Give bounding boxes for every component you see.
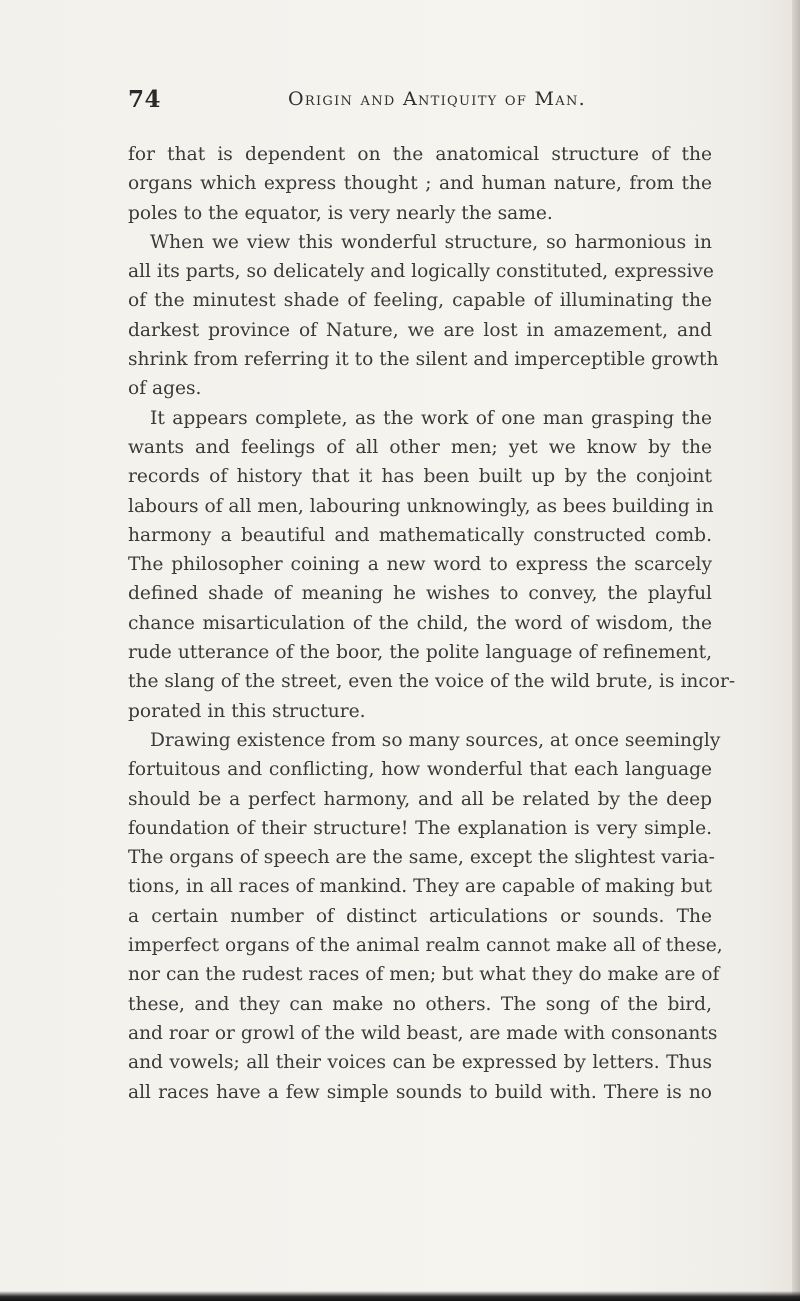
text-line: poles to the equator, is very nearly the same. (128, 202, 553, 224)
text-line: should be a perfect harmony, and all be related by the deep (128, 788, 712, 810)
text-line: tions, in all races of mankind. They are capable of making but (128, 876, 713, 898)
text-line: of ages. (128, 378, 202, 400)
text-line: The organs of speech are the same, except the slightest varia- (128, 847, 715, 869)
page-edge (792, 0, 800, 1301)
text-line: It appears complete, as the work of one man grasping the (150, 407, 712, 429)
text-line: fortuitous and conflicting, how wonderful that each language (128, 759, 712, 781)
text-line: the slang of the street, even the voice of the wild brute, is incor- (128, 671, 736, 693)
text-line: all its parts, so delicately and logically constituted, expressive (128, 261, 714, 283)
text-line: of the minutest shade of feeling, capable of illuminating the (128, 290, 712, 312)
text-line: nor can the rudest races of men; but what they do make are of (128, 964, 720, 986)
text-line: defined shade of meaning he wishes to convey, the playful (128, 583, 712, 605)
text-line: labours of all men, labouring unknowingly, as bees building in (128, 495, 714, 517)
text-line: The philosopher coining a new word to express the scarcely (128, 554, 712, 576)
text-line: foundation of their structure! The explanation is very simple. (128, 817, 712, 839)
text-line: Drawing existence from so many sources, at once seemingly (150, 729, 721, 751)
text-line: wants and feelings of all other men; yet we know by the (128, 436, 712, 458)
text-line: rude utterance of the boor, the polite language of refinement, (128, 642, 712, 664)
page-number: 74 (128, 86, 162, 113)
page-bottom-shadow (0, 1291, 800, 1301)
text-line: porated in this structure. (128, 700, 366, 722)
body-text (128, 140, 736, 1107)
text-line: a certain number of distinct articulations or sounds. The (128, 905, 712, 927)
text-line: imperfect organs of the animal realm cannot make all of these, (128, 935, 723, 957)
running-title: Origin and Antiquity of Man. (288, 88, 586, 110)
text-line: these, and they can make no others. The song of the bird, (128, 993, 712, 1015)
text-line: organs which express thought ; and human nature, from the (128, 173, 712, 195)
text-line: and vowels; all their voices can be expressed by letters. Thus (128, 1052, 712, 1074)
page-header (128, 86, 713, 120)
text-line: chance misarticulation of the child, the word of wisdom, the (128, 612, 712, 634)
text-line: for that is dependent on the anatomical structure of the (128, 144, 712, 165)
text-line: shrink from referring it to the silent and imperceptible growth (128, 349, 719, 371)
text-line: all races have a few simple sounds to build with. There is no (128, 1081, 712, 1103)
text-line: and roar or growl of the wild beast, are made with consonants (128, 1022, 718, 1044)
text-line: darkest province of Nature, we are lost in amazement, and (128, 319, 712, 341)
text-line: harmony a beautiful and mathematically constructed comb. (128, 524, 712, 546)
text-line: When we view this wonderful structure, so harmonious in (150, 231, 712, 253)
text-line: records of history that it has been built up by the conjoint (128, 466, 712, 488)
